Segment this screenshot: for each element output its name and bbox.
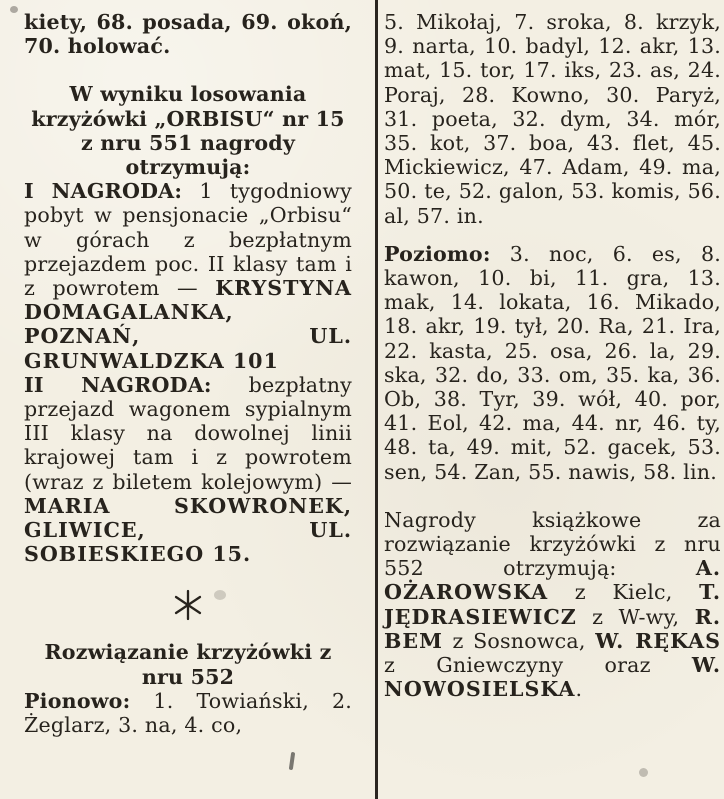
pionowo-label: Pionowo:: [24, 688, 131, 713]
prize-one-text: 1 tygodniowy pobyt w pensjonacie „Orbisu“ w górach z bezpłatnym przejazdem poc. II klasy tam i z powrotem —: [24, 179, 353, 301]
poziomo-label: Poziomo:: [384, 241, 491, 266]
prize-two-lead: II NAGRODA:: [24, 372, 212, 397]
draw-heading: W wyniku losowania krzyżówki „ORBISU“ nr 15 z nru 551 nagrody otrzymują:: [31, 82, 345, 180]
poziomo-section: [384, 242, 721, 484]
solution-title: Rozwiązanie krzyżówki z nru 552: [44, 640, 332, 689]
pionowo-text: 1. Towiański, 2. Żeglarz, 3. na, 4. co,: [24, 688, 352, 738]
book-winner-name: A. OŻAROWSKA: [384, 556, 721, 605]
asterisk-icon: [170, 587, 206, 623]
print-speck: [289, 752, 295, 770]
print-speck: [639, 768, 648, 777]
section-separator: [24, 584, 352, 626]
prize-two: [24, 373, 352, 567]
book-winner-city: z W-wy,: [576, 604, 680, 629]
prize-one-lead: I NAGRODA:: [24, 179, 183, 204]
book-prizes-text: Nagrody książkowe za rozwiązanie krzyżówki z nru 552 otrzymują:: [384, 507, 721, 581]
print-speck: [10, 6, 18, 13]
prize-one: [24, 179, 352, 373]
column-divider: [375, 0, 378, 799]
prize-two-text: bezpłatny przejazd wagonem sypialnym III klasy na dowolnej linii krajowej tam i z powrotem (wraz z biletem kolejowym) —: [24, 372, 352, 494]
book-winner-name: R. BEM: [384, 604, 721, 653]
right-column: [384, 10, 721, 701]
left-column: [24, 10, 352, 737]
book-winner-name: T. JĘDRASIEWICZ: [384, 580, 721, 629]
book-winner-city: z Sosnowca,: [442, 628, 586, 653]
book-winner-city: z Gniewczyny oraz: [384, 653, 692, 678]
winner-one: KRYSTYNA DOMAGALANKA, POZNAŃ, UL. GRUNWALDZKA 101: [24, 276, 352, 373]
solution-pionowo-start: [24, 689, 352, 737]
book-winner-name: W. RĘKAS: [595, 628, 722, 653]
winner-two: MARIA SKOWRONEK, GLIWICE, UL. SOBIESKIEGO 15.: [24, 493, 352, 567]
book-winner-city: z Kielc,: [548, 580, 673, 605]
book-prizes: [384, 508, 721, 702]
book-winner-city: .: [575, 677, 583, 702]
book-winner-name: W. NOWOSIELSKA: [384, 653, 721, 702]
intro-text: kiety, 68. posada, 69. okoń, 70. holować.: [24, 10, 352, 59]
pionowo-continuation: 5. Mikołaj, 7. sroka, 8. krzyk, 9. narta, 10. badyl, 12. akr, 13. mat, 15. tor, 17. iks, 23. as, 24. Poraj, 28. Kowno, 30. Paryż, 31. poeta, 32. dym, 34. mór, 35. kot, 37. boa, 43. flet, 45. Mickiewicz, 47. Adam, 49. ma, 50. te, 52. galon, 53. komis, 56. al, 57. in.: [384, 10, 721, 228]
poziomo-text: 3. noc, 6. es, 8. kawon, 10. bi, 11. gra, 13. mak, 14. lokata, 16. Mikado, 18. akr, 19. tył, 20. Ra, 21. Ira, 22. kasta, 25. osa, 26. la, 29. ska, 32. do, 33. om, 35. ka, 36. Ob, 38. Tyr, 39. wół, 40. por, 41. Eol, 42. ma, 44. nr, 46. ty, 48. ta, 49. mit, 52. gacek, 53. sen, 54. Zan, 55. nawis, 58. lin.: [384, 241, 721, 484]
